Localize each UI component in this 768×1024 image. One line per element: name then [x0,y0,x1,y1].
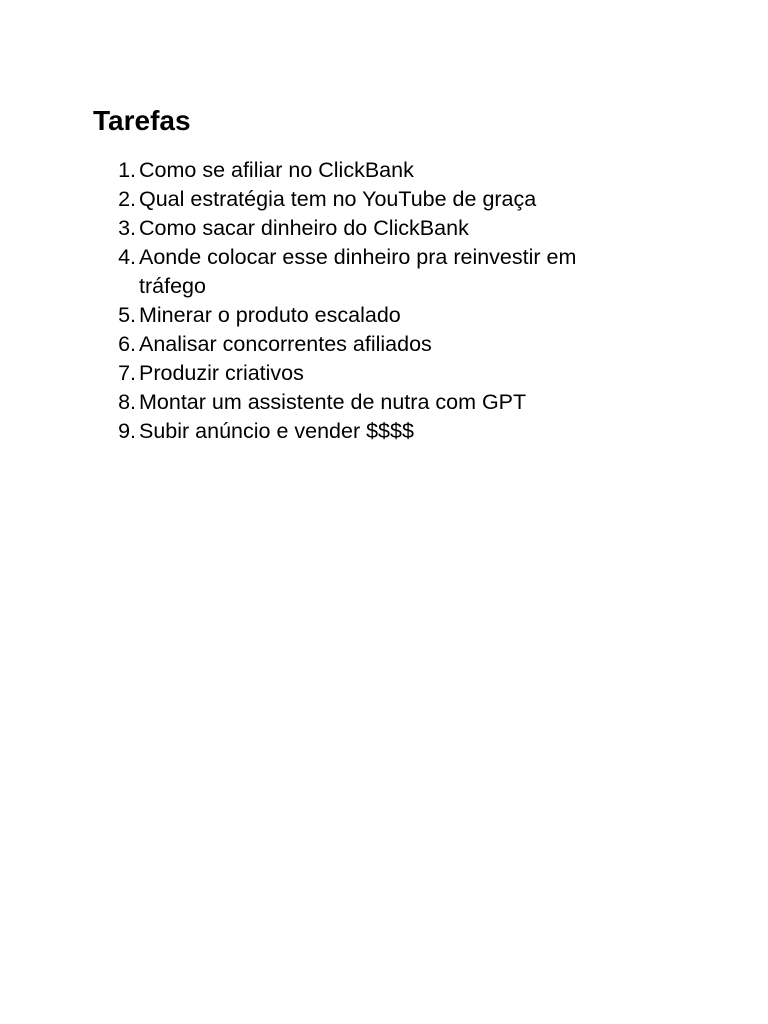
task-text: Como se afiliar no ClickBank [139,158,414,182]
task-item [112,156,632,185]
task-text: Qual estratégia tem no YouTube de graça [139,187,537,211]
task-item [112,185,632,214]
task-item [112,417,632,446]
task-number: 3. [118,216,136,240]
task-text: Montar um assistente de nutra com GPT [139,390,527,414]
task-number: 6. [118,332,136,356]
task-text: Como sacar dinheiro do ClickBank [139,216,469,240]
task-text: Subir anúncio e vender $$$$ [139,419,414,443]
page-title: Tarefas [93,105,191,136]
task-item [112,388,632,417]
task-item [112,359,632,388]
task-item [112,330,632,359]
task-number: 1. [118,158,136,182]
task-number: 5. [118,303,136,327]
task-item [112,243,632,301]
task-list [112,156,632,446]
task-number: 8. [118,390,136,414]
task-text: Aonde colocar esse dinheiro pra reinvestir em tráfego [139,245,577,298]
task-number: 4. [118,245,136,269]
task-item [112,214,632,243]
task-text: Analisar concorrentes afiliados [139,332,432,356]
task-number: 7. [118,361,136,385]
task-number: 2. [118,187,136,211]
task-text: Produzir criativos [139,361,304,385]
task-number: 9. [118,419,136,443]
task-text: Minerar o produto escalado [139,303,401,327]
task-item [112,301,632,330]
